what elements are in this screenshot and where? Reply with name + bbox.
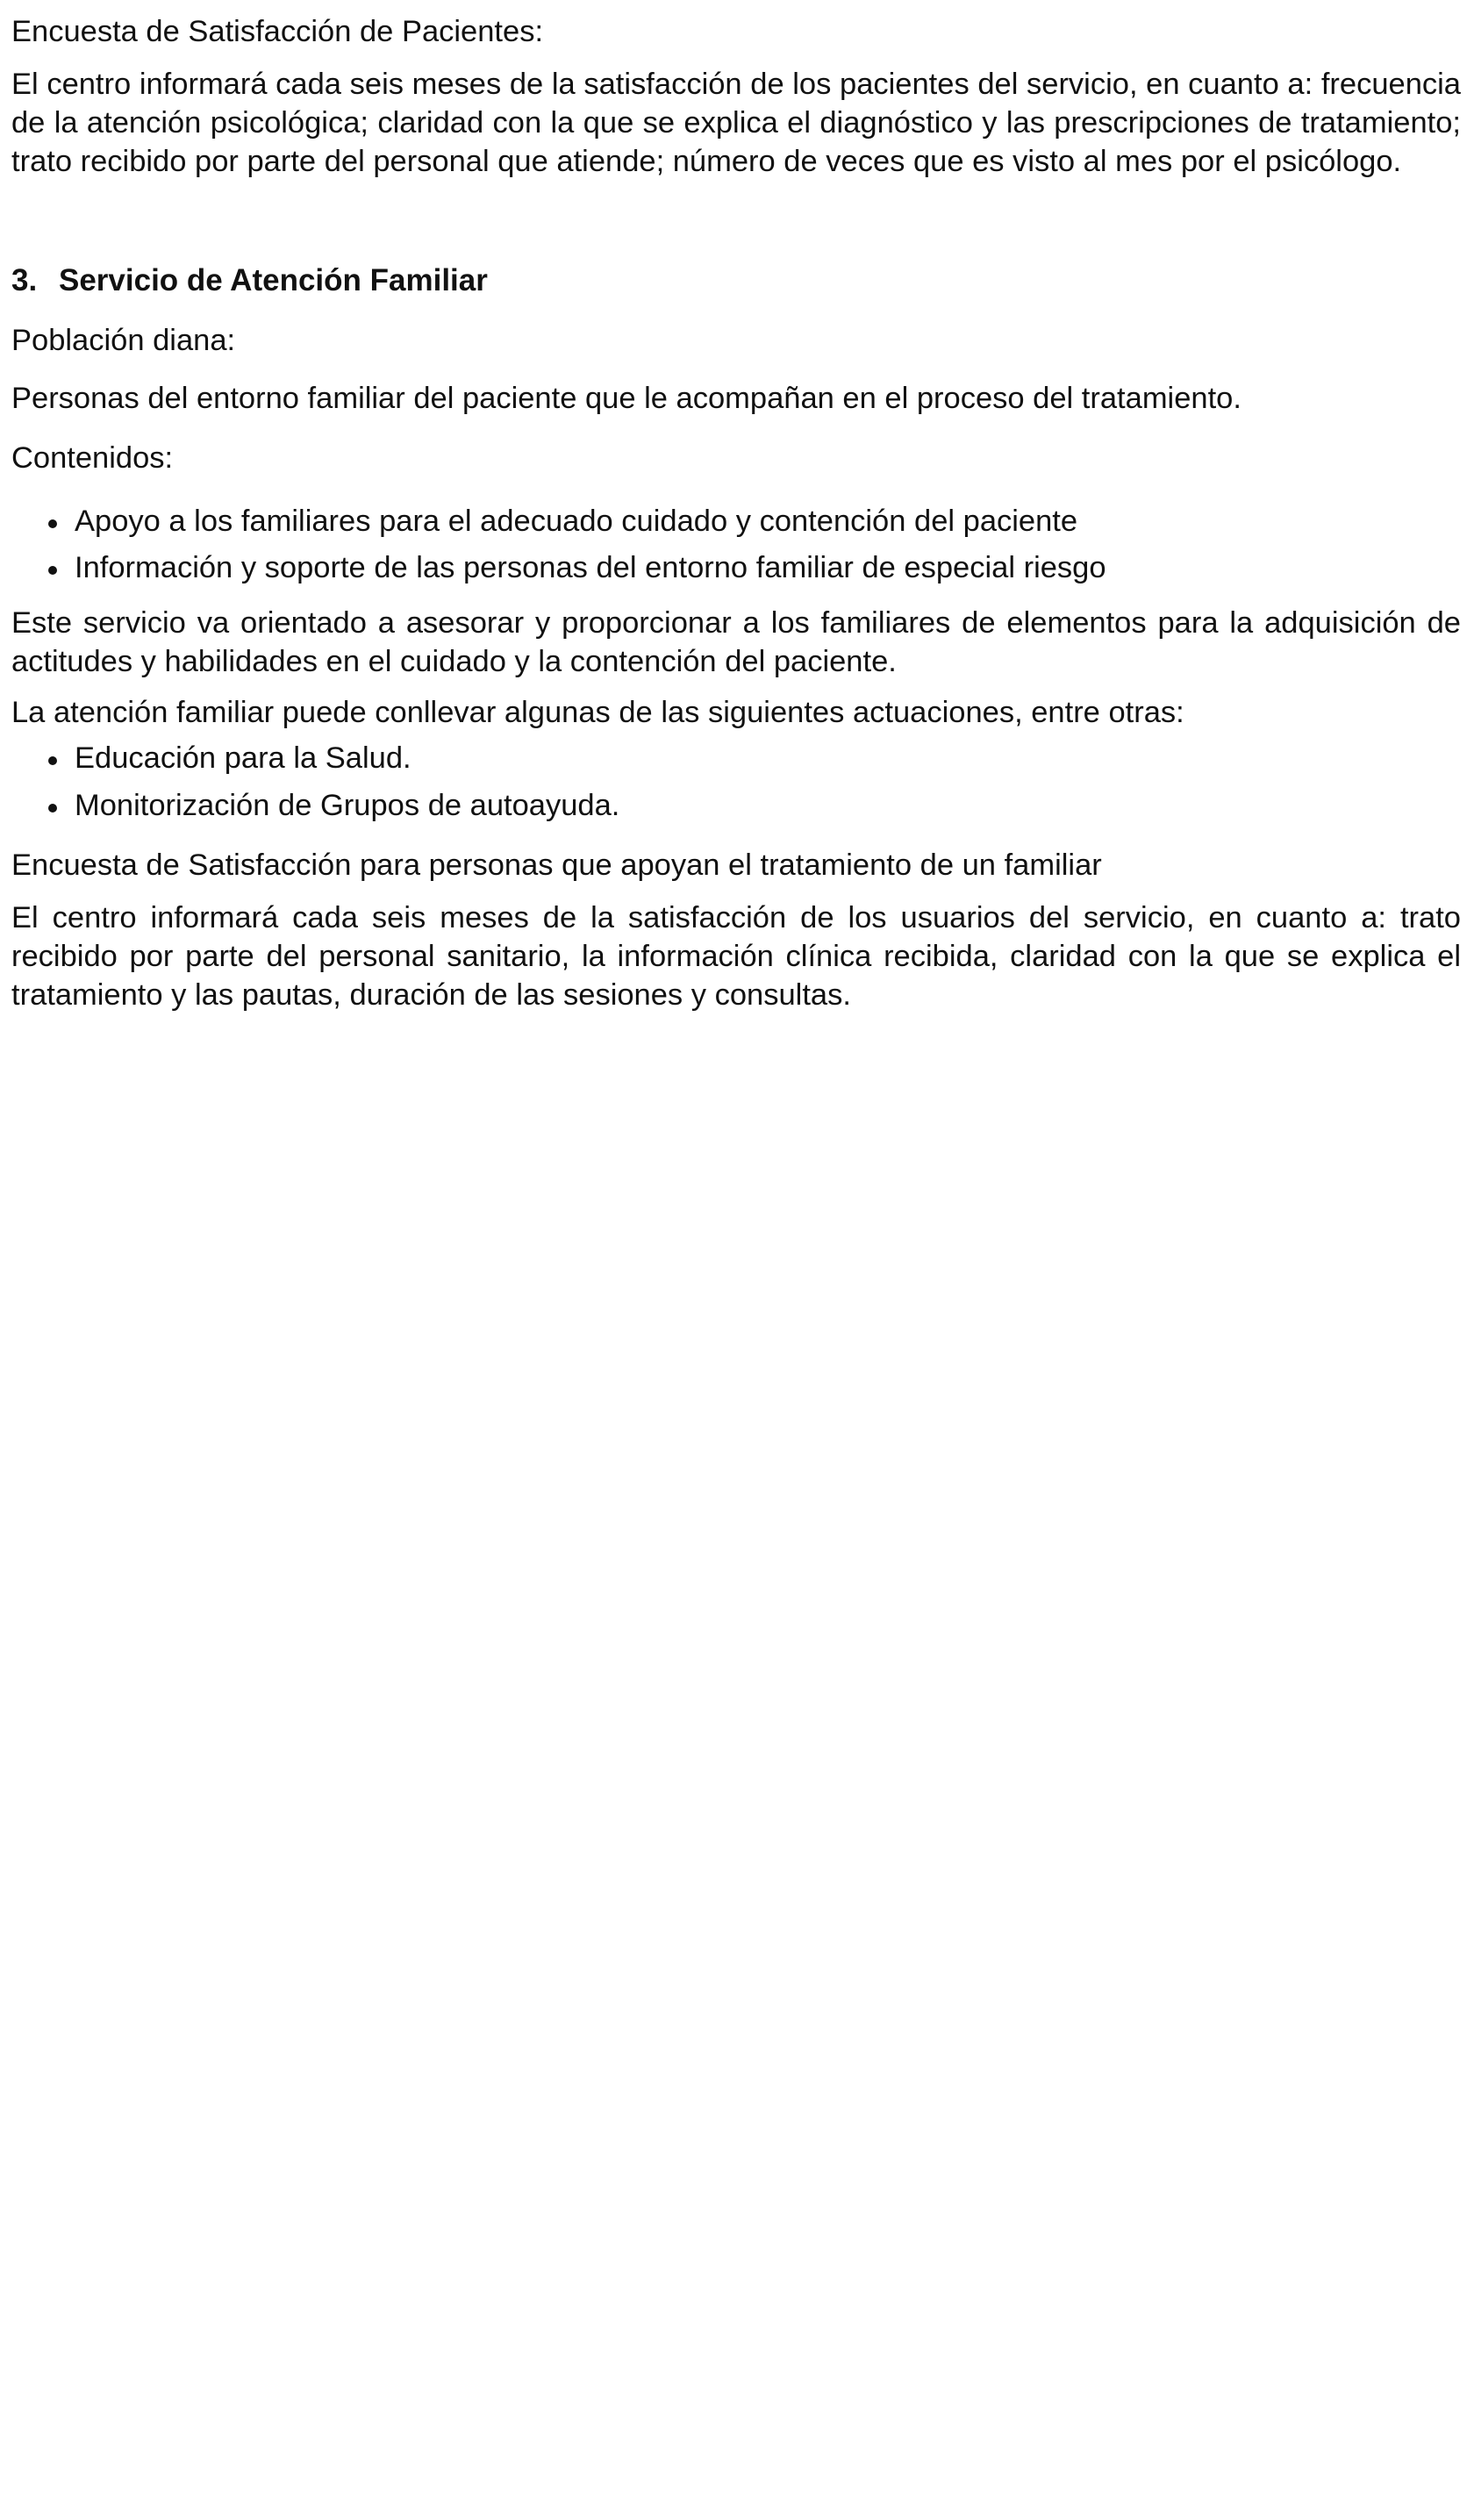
family-survey-body: El centro informará cada seis meses de la satisfacción de los usuarios del servicio, en cuanto a: trato recibido por parte del personal sanitario, la información clínica recibida, claridad con la que se explica el tratamiento y las pautas, duración de las sesiones y consultas. bbox=[11, 901, 1461, 1012]
list-item: Monitorización de Grupos de autoayuda. bbox=[11, 786, 1461, 825]
population-text: Personas del entorno familiar del paciente que le acompañan en el proceso del tratamiento. bbox=[11, 382, 1241, 415]
patient-survey-body: El centro informará cada seis meses de la satisfacción de los pacientes del servicio, en cuanto a: frecuencia de la atención psicológica; claridad con la que se explica el diagnóstico y las prescripciones de tratamiento; trato recibido por parte del personal que atiende; número de veces que es visto al mes por el psicólogo. bbox=[11, 68, 1461, 178]
list-item: Información y soporte de las personas del entorno familiar de especial riesgo bbox=[11, 548, 1461, 587]
contents-list bbox=[11, 502, 1461, 587]
actions-intro: La atención familiar puede conllevar algunas de las siguientes actuaciones, entre otras: bbox=[11, 696, 1184, 729]
population-label: Población diana: bbox=[11, 324, 236, 357]
patient-survey-title: Encuesta de Satisfacción de Pacientes: bbox=[11, 15, 544, 48]
actions-list bbox=[11, 739, 1461, 825]
section-heading bbox=[11, 261, 488, 300]
section-title: Servicio de Atención Familiar bbox=[59, 263, 488, 297]
orientation-text: Este servicio va orientado a asesorar y proporcionar a los familiares de elementos para la adquisición de actitudes y habilidades en el cuidado y la contención del paciente. bbox=[11, 606, 1461, 678]
section-number: 3. bbox=[11, 263, 38, 297]
contents-label: Contenidos: bbox=[11, 441, 174, 475]
family-survey-title: Encuesta de Satisfacción para personas que apoyan el tratamiento de un familiar bbox=[11, 848, 1102, 882]
list-item: Educación para la Salud. bbox=[11, 739, 1461, 777]
list-item: Apoyo a los familiares para el adecuado cuidado y contención del paciente bbox=[11, 502, 1461, 541]
